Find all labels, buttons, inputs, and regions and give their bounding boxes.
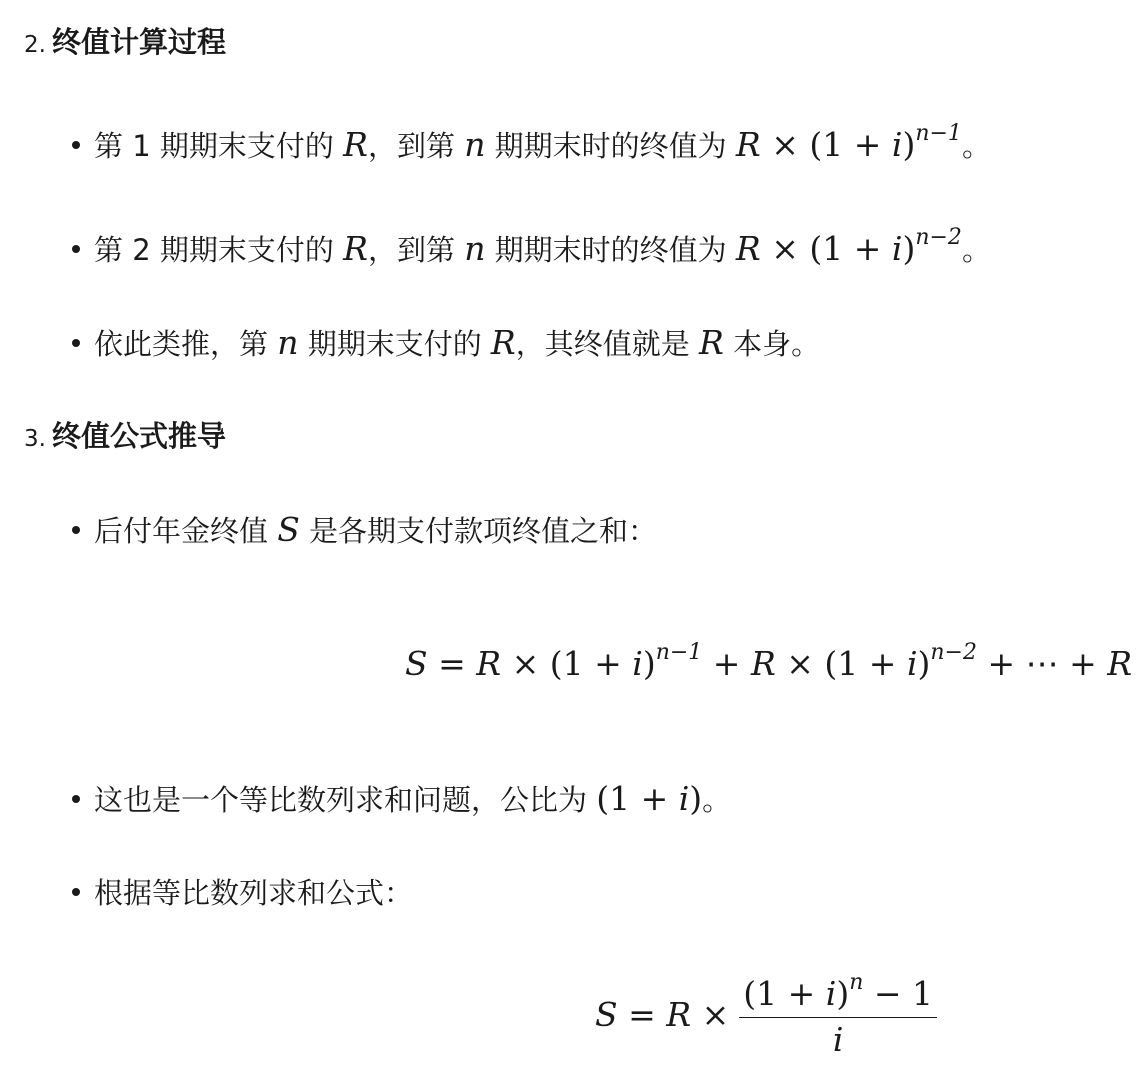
fraction bbox=[739, 970, 937, 1059]
section-title: 终值公式推导 bbox=[51, 419, 226, 453]
list-item: 第 2 期期末支付的 R，到第 n 期期末时的终值为 $R \times (1 + i)^{n-2}$。 bbox=[72, 216, 991, 272]
bullet-icon bbox=[72, 888, 80, 896]
list-item: 这也是一个等比数列求和问题，公比为 (1 + i)。 bbox=[72, 777, 731, 822]
section-number: 2. bbox=[24, 32, 46, 58]
section-heading-2 bbox=[24, 22, 226, 65]
section-title: 终值计算过程 bbox=[51, 25, 226, 59]
section-number: 3. bbox=[24, 426, 46, 452]
bullet-icon bbox=[72, 795, 80, 803]
sum-formula: $S = R \times (1 + i)^{n-1} + R \times (1 + i)^{n-2}$ + ⋯ + R bbox=[405, 640, 1133, 683]
closed-form-formula: S = R × $\frac{(1 + i)^n - 1}{i}$ bbox=[595, 970, 937, 1059]
list-item: 依此类推，第 n 期期末支付的 R，其终值就是 R 本身。 bbox=[72, 321, 820, 366]
bullet-icon bbox=[72, 339, 80, 347]
fraction-denominator: i bbox=[832, 1020, 844, 1059]
section-heading-3 bbox=[24, 416, 226, 459]
list-item: 第 1 期期末支付的 R，到第 n 期期末时的终值为 $R \times (1 + i)^{n-1}$。 bbox=[72, 112, 991, 168]
fraction-numerator: $(1 + i)^n - 1$ bbox=[739, 970, 937, 1018]
list-item: 根据等比数列求和公式： bbox=[72, 871, 413, 915]
bullet-icon bbox=[72, 141, 80, 149]
list-item: 后付年金终值 S 是各期支付款项终值之和： bbox=[72, 508, 657, 553]
bullet-icon bbox=[72, 245, 80, 253]
bullet-icon bbox=[72, 526, 80, 534]
